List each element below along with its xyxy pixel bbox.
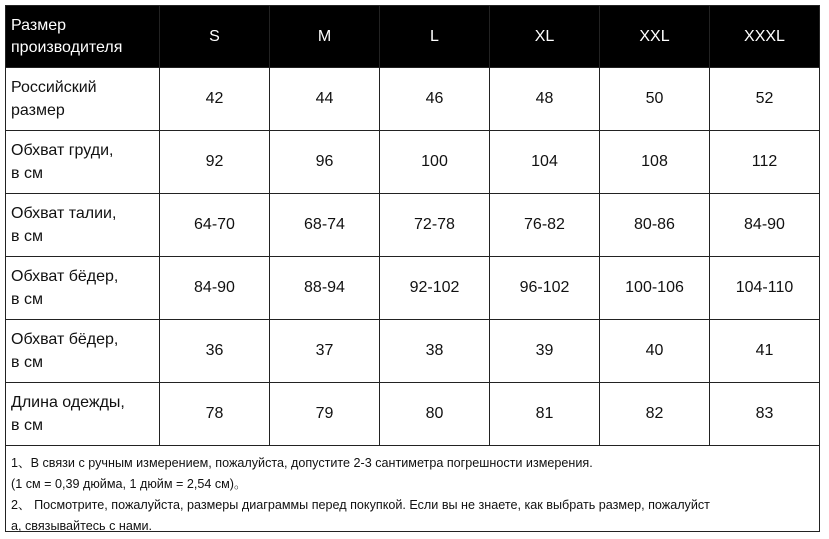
note-line: 1、В связи с ручным измерением, пожалуйста, допустите 2-3 сантиметра погрешности измерения. xyxy=(11,456,593,470)
table-row xyxy=(6,383,820,446)
row-label-line: в см xyxy=(11,417,43,434)
table-cell: 39 xyxy=(490,320,600,383)
row-label-line: Обхват талии, xyxy=(11,205,117,222)
table-cell: 68-74 xyxy=(270,194,380,257)
table-cell: 37 xyxy=(270,320,380,383)
table-cell: 108 xyxy=(600,131,710,194)
row-header xyxy=(6,257,160,320)
corner-label-line: производителя xyxy=(11,38,123,56)
table-cell: 52 xyxy=(710,68,820,131)
table-cell: 100 xyxy=(380,131,490,194)
table-cell: 50 xyxy=(600,68,710,131)
table-cell: 40 xyxy=(600,320,710,383)
table-cell: 48 xyxy=(490,68,600,131)
table-cell: 100-106 xyxy=(600,257,710,320)
table-cell: 104 xyxy=(490,131,600,194)
table-cell: 46 xyxy=(380,68,490,131)
size-chart xyxy=(5,5,820,535)
corner-label-line: Размер xyxy=(11,16,66,34)
table-cell: 79 xyxy=(270,383,380,446)
table-cell: 92-102 xyxy=(380,257,490,320)
table-cell: 78 xyxy=(160,383,270,446)
column-header: S xyxy=(160,6,270,68)
column-header: XXL xyxy=(600,6,710,68)
table-cell: 80 xyxy=(380,383,490,446)
note-line: 2、 Посмотрите, пожалуйста, размеры диаграммы перед покупкой. Если вы не знаете, как выбрать размер, пожалуйст xyxy=(11,498,710,512)
row-header xyxy=(6,194,160,257)
row-label-line: в см xyxy=(11,291,43,308)
table-cell: 92 xyxy=(160,131,270,194)
table-row xyxy=(6,131,820,194)
table-cell: 44 xyxy=(270,68,380,131)
table-cell: 104-110 xyxy=(710,257,820,320)
table-cell: 38 xyxy=(380,320,490,383)
row-label-line: в см xyxy=(11,354,43,371)
table-cell: 112 xyxy=(710,131,820,194)
table-cell: 64-70 xyxy=(160,194,270,257)
row-label-line: в см xyxy=(11,228,43,245)
row-label-line: размер xyxy=(11,102,65,119)
table-row xyxy=(6,194,820,257)
row-header xyxy=(6,320,160,383)
column-header: L xyxy=(380,6,490,68)
row-header xyxy=(6,383,160,446)
table-row xyxy=(6,257,820,320)
table-cell: 96-102 xyxy=(490,257,600,320)
table-cell: 42 xyxy=(160,68,270,131)
table-cell: 41 xyxy=(710,320,820,383)
row-label-line: в см xyxy=(11,165,43,182)
row-label-line: Обхват бёдер, xyxy=(11,331,119,348)
table-cell: 84-90 xyxy=(710,194,820,257)
row-header xyxy=(6,68,160,131)
table-cell: 83 xyxy=(710,383,820,446)
notes-box xyxy=(5,446,820,532)
note-line: а, связывайтесь с нами. xyxy=(11,519,153,532)
table-cell: 84-90 xyxy=(160,257,270,320)
column-header: M xyxy=(270,6,380,68)
table-cell: 82 xyxy=(600,383,710,446)
header-row xyxy=(6,6,820,68)
row-label-line: Обхват бёдер, xyxy=(11,268,119,285)
corner-header xyxy=(6,6,160,68)
table-cell: 96 xyxy=(270,131,380,194)
table-cell: 76-82 xyxy=(490,194,600,257)
table-row xyxy=(6,320,820,383)
size-table xyxy=(5,5,820,446)
table-cell: 36 xyxy=(160,320,270,383)
note-line: (1 см = 0,39 дюйма, 1 дюйм = 2,54 см)。 xyxy=(11,477,247,491)
table-row xyxy=(6,68,820,131)
table-cell: 72-78 xyxy=(380,194,490,257)
row-label-line: Длина одежды, xyxy=(11,394,125,411)
row-label-line: Российский xyxy=(11,79,97,96)
column-header: XL xyxy=(490,6,600,68)
row-label-line: Обхват груди, xyxy=(11,142,114,159)
row-header xyxy=(6,131,160,194)
table-cell: 81 xyxy=(490,383,600,446)
table-cell: 80-86 xyxy=(600,194,710,257)
table-cell: 88-94 xyxy=(270,257,380,320)
column-header: XXXL xyxy=(710,6,820,68)
